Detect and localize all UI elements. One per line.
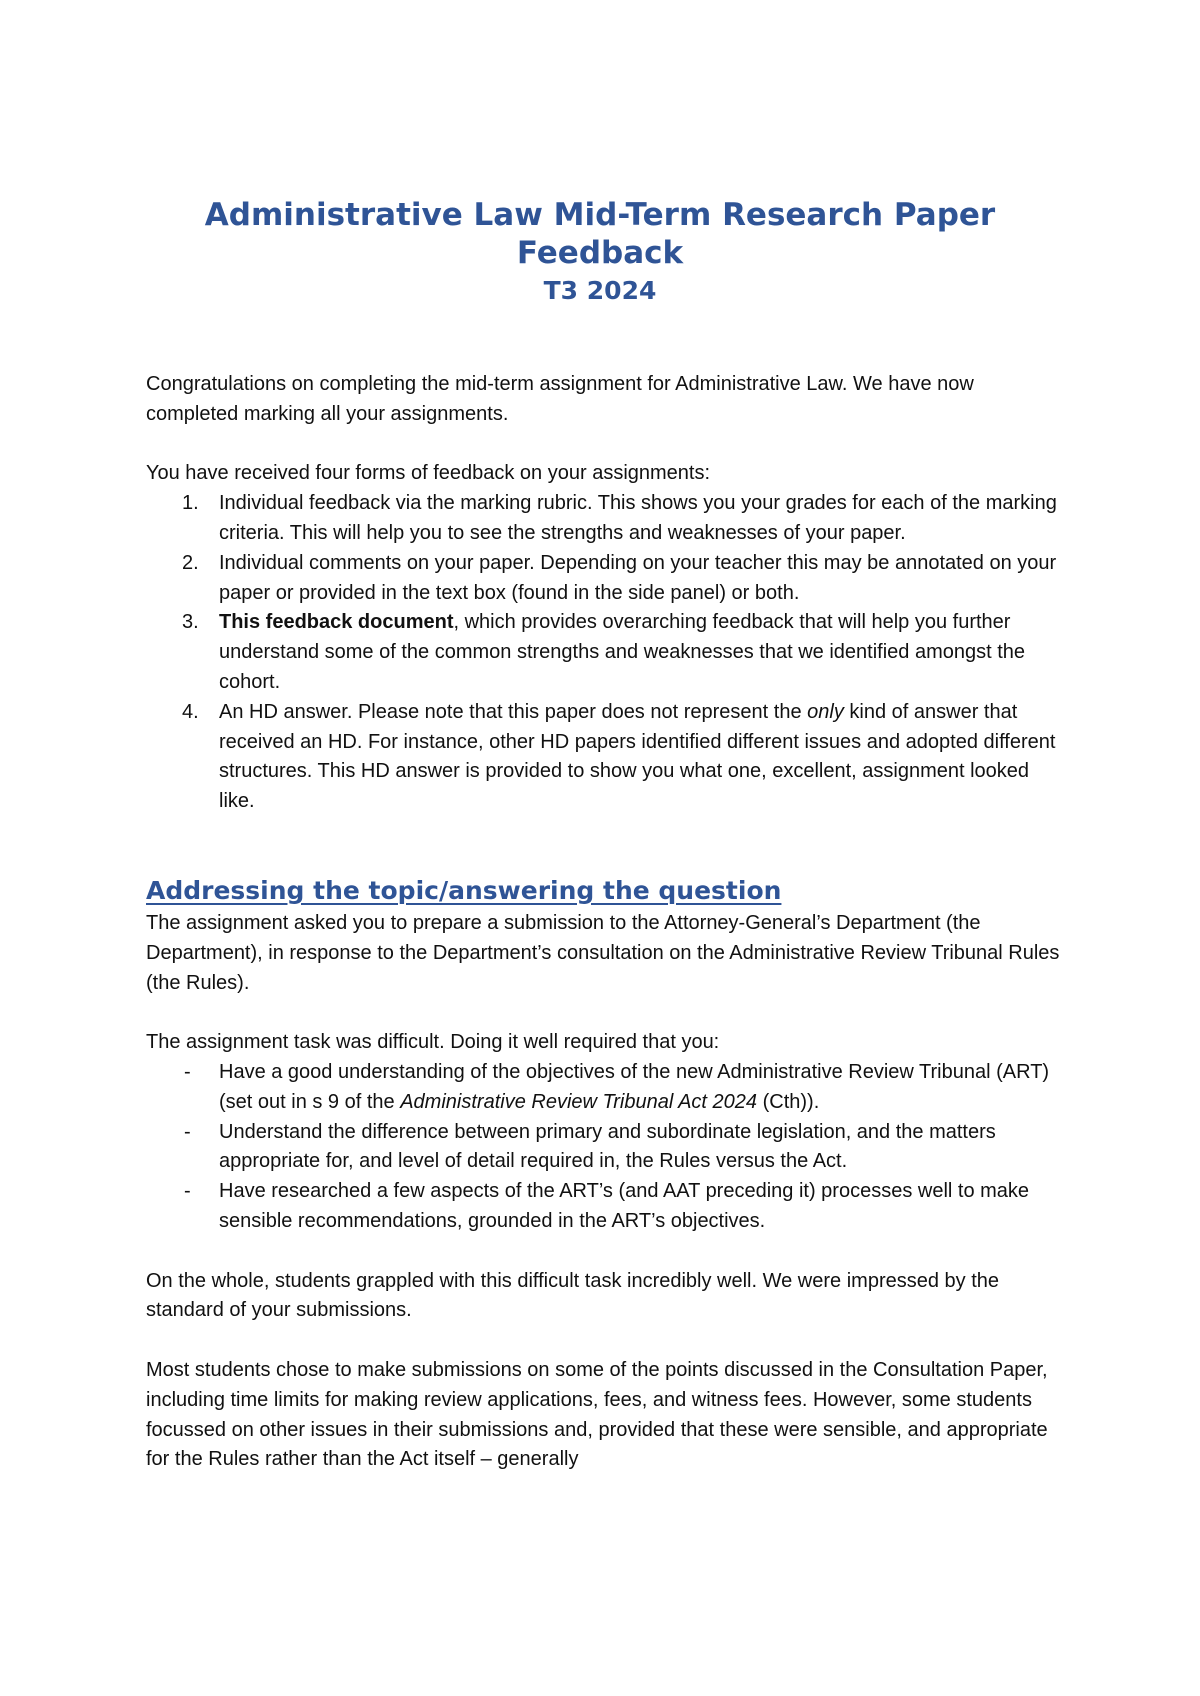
- list-item: [146, 489, 1066, 549]
- requirements-list: [146, 1058, 1066, 1237]
- list-number: 4.: [182, 700, 199, 723]
- dash-bullet: -: [184, 1180, 191, 1203]
- act-title: Administrative Review Tribunal Act 2024: [400, 1090, 758, 1113]
- list-item-text: Individual comments on your paper. Depending on your teacher this may be annotated on your paper or provided in the text box (found in the side panel) or both.: [219, 551, 1057, 604]
- document-body: [146, 370, 1066, 1475]
- list-item-text: Understand the difference between primary and subordinate legislation, and the matters appropriate for, and level of detail required in, the Rules versus the Act.: [219, 1120, 996, 1173]
- list-item-text: An HD answer. Please note that this paper does not represent the: [219, 700, 808, 723]
- feedback-forms-list: [146, 489, 1066, 817]
- dash-bullet: -: [184, 1060, 191, 1083]
- section-paragraph: The assignment asked you to prepare a submission to the Attorney-General’s Department (the Department), in response to the Department’s consultation on the Administrative Review Tribunal Rules (the Rules).: [146, 911, 1060, 994]
- list-item-text: Have a good understanding of the objectives of the new Administrative Review Tribunal (ART) (set out in s 9 of the: [219, 1060, 1050, 1113]
- document-title-block: [146, 196, 1054, 308]
- list-item-text-continued: (Cth)).: [757, 1090, 820, 1113]
- term-label: T3 2024: [543, 276, 657, 305]
- paragraph-spacer: [146, 430, 1066, 460]
- document-title: Administrative Law Mid-Term Research Paper: [204, 197, 996, 233]
- list-item-bold-text: This feedback document: [219, 611, 454, 634]
- list-item-italic-text: only: [807, 700, 844, 723]
- list-item: [146, 1118, 1066, 1178]
- list-item-text-continued: kind of answer that received an HD. For instance, other HD papers identified different issues and adopted different structures. This HD answer is provided to show you what one, excellent, assignment looked like.: [219, 700, 1056, 813]
- list-item-text: Have researched a few aspects of the ART’s (and AAT preceding it) processes well to make sensible recommendations, grounded in the ART’s objectives.: [219, 1180, 1030, 1232]
- paragraph-spacer: [146, 998, 1066, 1028]
- list-item: [146, 698, 1066, 817]
- list-item-text: Individual feedback via the marking rubric. This shows you your grades for each of the marking criteria. This will help you to see the strengths and weaknesses of your paper.: [219, 492, 1057, 544]
- list-item: [146, 1058, 1066, 1118]
- section-spacer: [146, 817, 1066, 873]
- list-item: [146, 549, 1066, 609]
- list-item: [146, 1177, 1066, 1237]
- list-item-text: , which provides overarching feedback that will help you further understand some of the common strengths and weaknesses that we identified amongst the cohort.: [219, 611, 1026, 693]
- list-number: 3.: [182, 611, 199, 634]
- paragraph-spacer: [146, 1237, 1066, 1267]
- feedback-forms-lead: You have received four forms of feedback on your assignments:: [146, 462, 711, 485]
- list-number: 2.: [182, 551, 199, 574]
- dash-bullet: -: [184, 1120, 191, 1143]
- section-paragraph: Most students chose to make submissions on some of the points discussed in the Consultation Paper, including time limits for making review applications, fees, and witness fees. However, some students focussed on other issues in their submissions and, provided that these were sensible, and appropriate for the Rules rather than the Act itself – generally: [146, 1358, 1048, 1471]
- list-item: [146, 608, 1066, 697]
- intro-paragraph: Congratulations on completing the mid-term assignment for Administrative Law. We have now completed marking all your assignments.: [146, 373, 974, 425]
- document-title-continued: Feedback: [516, 235, 684, 271]
- section-heading: Addressing the topic/answering the question: [146, 875, 782, 905]
- requirements-lead: The assignment task was difficult. Doing it well required that you:: [146, 1031, 720, 1054]
- list-number: 1.: [182, 492, 199, 515]
- section-paragraph: On the whole, students grappled with this difficult task incredibly well. We were impressed by the standard of your submissions.: [146, 1269, 1000, 1322]
- paragraph-spacer: [146, 1326, 1066, 1356]
